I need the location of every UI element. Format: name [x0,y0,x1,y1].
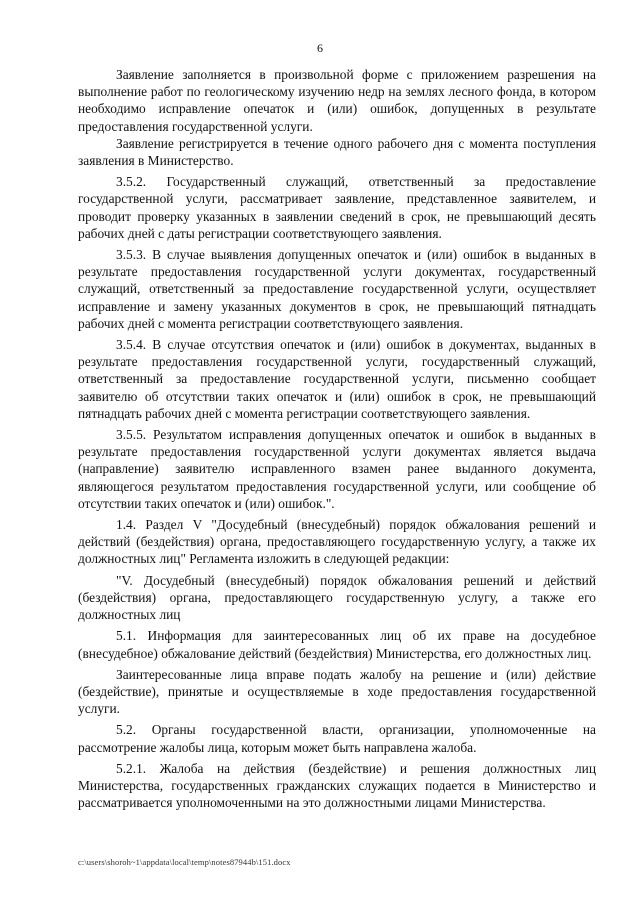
paragraph: 5.1. Информация для заинтересованных лиц об их праве на досудебное (внесудебное) обжалование действий (бездействия) Министерства, его должностных лиц. [78,628,596,661]
paragraph: 3.5.5. Результатом исправления допущенных опечаток и ошибок в выданных в результате предоставления государственной услуги документах является выдача (направление) заявителю исправленного взамен ранее выданного документа, являющегося результатом предоставления государственной услуги, или сообщение об отсутствии таких опечаток и (или) ошибок.". [78,427,596,511]
file-path-footer: c:\users\shoroh~1\appdata\local\temp\notes87944b\151.docx [78,857,291,867]
paragraph: Заявление регистрируется в течение одного рабочего дня с момента поступления заявления в Министерство. [78,135,596,169]
paragraph: 3.5.2. Государственный служащий, ответственный за предоставление государственной услуги, рассматривает заявление, представленное заявителем, и проводит проверку указанных в заявлении сведений в срок, не превышающий десять рабочих дней с даты регистрации соответствующего заявления. [78,174,596,241]
section-heading: "V. Досудебный (внесудебный) порядок обжалования решений и действий (бездействия) органа, предоставляющего государственную услугу, а также его должностных лиц [78,572,596,623]
paragraph: 1.4. Раздел V "Досудебный (внесудебный) порядок обжалования решений и действий (бездействия) органа, предоставляющего государственную услугу, а также их должностных лиц" Регламента изложить в следующей редакции: [78,517,596,567]
paragraph: 3.5.3. В случае выявления допущенных опечаток и (или) ошибок в выданных в результате предоставления государственной услуги документах, государственный служащий, ответственный за предоставление государственной услуги, осуществляет исправление и замену указанных документов в срок, не превышающий пятнадцать рабочих дней с момента регистрации соответствующего заявления. [78,247,596,331]
paragraph: Заинтересованные лица вправе подать жалобу на решение и (или) действие (бездействие), принятые и осуществляемые в ходе предоставления государственной услуги. [78,666,596,717]
paragraph: 5.2. Органы государственной власти, организации, уполномоченные на рассмотрение жалобы лица, которым может быть направлена жалоба. [78,722,596,755]
paragraph: Заявление заполняется в произвольной форме с приложением разрешения на выполнение работ по геологическому изучению недр на землях лесного фонда, в котором необходимо исправление опечаток и (или) ошибок, допущенных в результате предоставления государственной услуги. [78,67,596,134]
page-number: 6 [317,41,323,55]
paragraph: 5.2.1. Жалоба на действия (бездействие) и решения должностных лиц Министерства, государственных гражданских служащих подается в Министерство и рассматривается уполномоченными на это должностными лицами Министерства. [78,760,596,811]
paragraph: 3.5.4. В случае отсутствия опечаток и (или) ошибок в документах, выданных в результате предоставления государственной услуги, государственный служащий, ответственный за предоставление государственной услуги, письменно сообщает заявителю об отсутствии таких опечаток и (или) ошибок в срок, не превышающий пятнадцать рабочих дней с момента регистрации соответствующего заявления. [78,337,596,421]
document-body [78,66,596,811]
